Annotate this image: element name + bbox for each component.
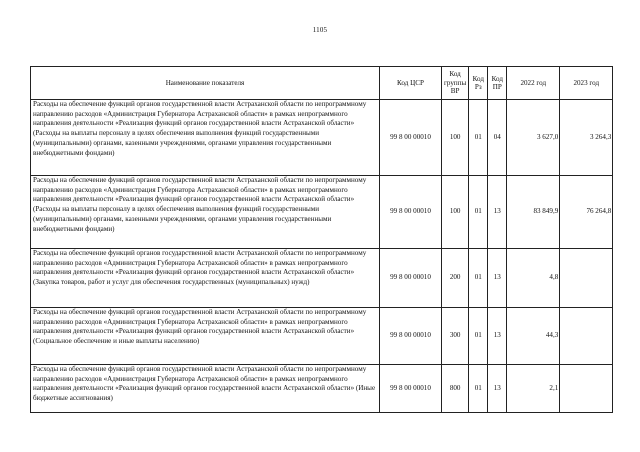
- row-2022: 3 627,0: [507, 100, 560, 176]
- header-name: Наименование показателя: [31, 67, 380, 100]
- row-2023: [560, 365, 613, 413]
- row-name: Расходы на обеспечение функций органов государственной власти Астраханской области по непрограммному направлению расходов «Администрация Губернатора Астраханской области» в рамках непрограммного направления деятельности «Реализация функций органов государственной власти Астраханской области» (Расходы на выплаты персоналу в целях обеспечения выполнения функций государственными (муниципальными) органами, казенными учреждениями, органами управления государственными внебюджетными фондами): [31, 176, 380, 249]
- table-header-row: [31, 67, 613, 100]
- row-pr: 13: [488, 308, 507, 365]
- table-row: [31, 249, 613, 308]
- row-pr: 04: [488, 100, 507, 176]
- header-2022: 2022 год: [507, 67, 560, 100]
- row-rz: 01: [469, 365, 488, 413]
- row-2023: [560, 249, 613, 308]
- row-vr: 300: [442, 308, 469, 365]
- header-rz: Код Рз: [469, 67, 488, 100]
- row-rz: 01: [469, 249, 488, 308]
- row-vr: 800: [442, 365, 469, 413]
- row-2022: 4,8: [507, 249, 560, 308]
- header-pr: Код ПР: [488, 67, 507, 100]
- budget-table: [30, 66, 613, 413]
- row-name: Расходы на обеспечение функций органов государственной власти Астраханской области по непрограммному направлению расходов «Администрация Губернатора Астраханской области» в рамках непрограммного направления деятельности «Реализация функций органов государственной власти Астраханской области» (Закупка товаров, работ и услуг для обеспечения государственных (муниципальных) нужд): [31, 249, 380, 308]
- row-2023: 3 264,3: [560, 100, 613, 176]
- row-vr: 200: [442, 249, 469, 308]
- row-vr: 100: [442, 100, 469, 176]
- row-csr: 99 8 00 00010: [380, 308, 442, 365]
- row-2022: 2,1: [507, 365, 560, 413]
- header-vr: Код группы ВР: [442, 67, 469, 100]
- page-number: 1105: [312, 26, 328, 34]
- row-2023: 76 264,8: [560, 176, 613, 249]
- row-rz: 01: [469, 176, 488, 249]
- table-row: [31, 308, 613, 365]
- row-2022: 83 849,9: [507, 176, 560, 249]
- row-csr: 99 8 00 00010: [380, 249, 442, 308]
- header-2023: 2023 год: [560, 67, 613, 100]
- table-row: [31, 365, 613, 413]
- row-vr: 100: [442, 176, 469, 249]
- table-row: [31, 176, 613, 249]
- row-rz: 01: [469, 308, 488, 365]
- row-pr: 13: [488, 365, 507, 413]
- row-pr: 13: [488, 249, 507, 308]
- row-name: Расходы на обеспечение функций органов государственной власти Астраханской области по непрограммному направлению расходов «Администрация Губернатора Астраханской области» в рамках непрограммного направления деятельности «Реализация функций органов государственной власти Астраханской области» (Иные бюджетные ассигнования): [31, 365, 380, 413]
- row-2022: 44,3: [507, 308, 560, 365]
- row-csr: 99 8 00 00010: [380, 365, 442, 413]
- row-rz: 01: [469, 100, 488, 176]
- row-csr: 99 8 00 00010: [380, 176, 442, 249]
- row-name: Расходы на обеспечение функций органов государственной власти Астраханской области по непрограммному направлению расходов «Администрация Губернатора Астраханской области» в рамках непрограммного направления деятельности «Реализация функций органов государственной власти Астраханской области» (Расходы на выплаты персоналу в целях обеспечения выполнения функций государственными (муниципальными) органами, казенными учреждениями, органами управления государственными внебюджетными фондами): [31, 100, 380, 176]
- row-name: Расходы на обеспечение функций органов государственной власти Астраханской области по непрограммному направлению расходов «Администрация Губернатора Астраханской области» в рамках непрограммного направления деятельности «Реализация функций органов государственной власти Астраханской области» (Социальное обеспечение и иные выплаты населению): [31, 308, 380, 365]
- row-pr: 13: [488, 176, 507, 249]
- header-csr: Код ЦСР: [380, 67, 442, 100]
- row-2023: [560, 308, 613, 365]
- row-csr: 99 8 00 00010: [380, 100, 442, 176]
- table-row: [31, 100, 613, 176]
